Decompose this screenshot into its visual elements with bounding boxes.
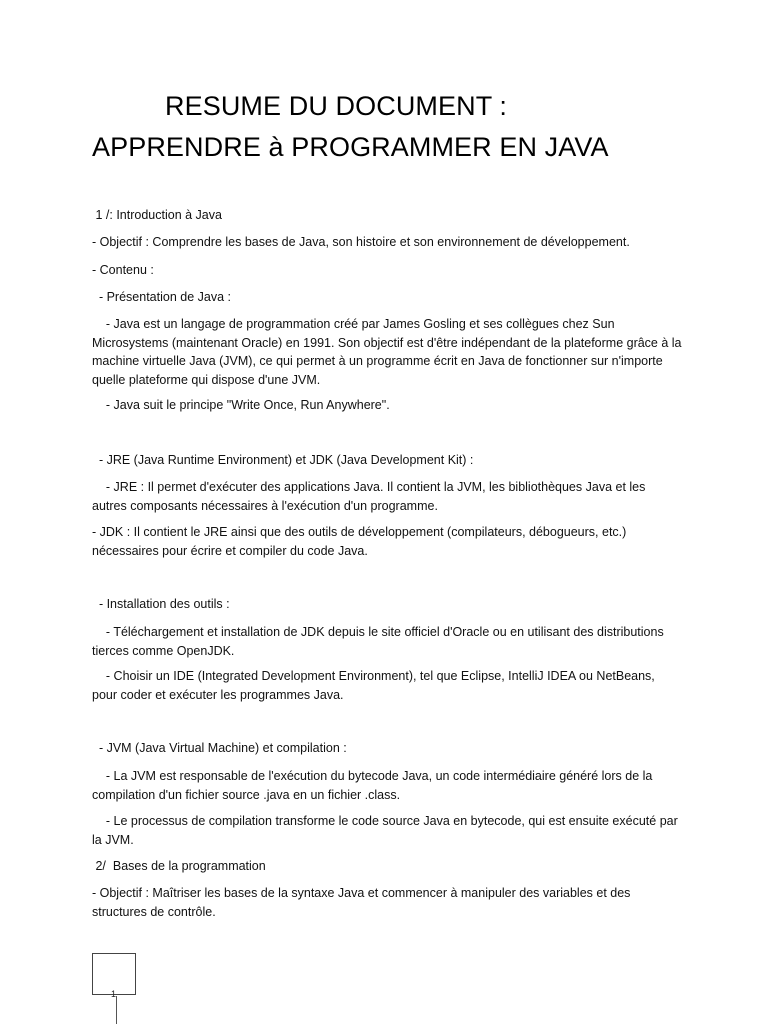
paragraph-write-once: - Java suit le principe "Write Once, Run Anywhere". bbox=[92, 398, 390, 412]
subheading-jvm-compilation: - JVM (Java Virtual Machine) et compilation : bbox=[92, 741, 347, 755]
paragraph-objective-1: - Objectif : Comprendre les bases de Java, son histoire et son environnement de développement. bbox=[92, 235, 630, 249]
paragraph-jdk-download: - Téléchargement et installation de JDK depuis le site officiel d'Oracle ou en utilisant des distributions tierces comme OpenJDK. bbox=[92, 625, 668, 658]
document-title-line-2: APPRENDRE à PROGRAMMER EN JAVA bbox=[92, 132, 609, 162]
subheading-jre-jdk: - JRE (Java Runtime Environment) et JDK (Java Development Kit) : bbox=[92, 453, 474, 467]
section-heading-introduction: 1 /: Introduction à Java bbox=[92, 208, 222, 222]
paragraph-objective-2: - Objectif : Maîtriser les bases de la syntaxe Java et commencer à manipuler des variables et des structures de contrôle. bbox=[92, 886, 634, 919]
paragraph-content-label: - Contenu : bbox=[92, 263, 154, 277]
section-heading-programming-bases: 2/ Bases de la programmation bbox=[92, 859, 266, 873]
subheading-installation: - Installation des outils : bbox=[92, 597, 230, 611]
paragraph-jvm-bytecode: - La JVM est responsable de l'exécution du bytecode Java, un code intermédiaire généré lors de la compilation d'un fichier source .java en un fichier .class. bbox=[92, 769, 656, 802]
paragraph-ide-choice: - Choisir un IDE (Integrated Development Environment), tel que Eclipse, IntelliJ IDEA ou NetBeans, pour coder et exécuter les programmes Java. bbox=[92, 669, 659, 702]
document-title-line-1: RESUME DU DOCUMENT : bbox=[165, 91, 508, 121]
page-number: 1 bbox=[111, 989, 117, 999]
paragraph-jdk: - JDK : Il contient le JRE ainsi que des outils de développement (compilateurs, débogueurs, etc.) nécessaires pour écrire et compiler du code Java. bbox=[92, 525, 630, 558]
paragraph-compilation-process: - Le processus de compilation transforme le code source Java en bytecode, qui est ensuite exécuté par la JVM. bbox=[92, 814, 682, 847]
subheading-java-presentation: - Présentation de Java : bbox=[92, 290, 231, 304]
paragraph-jre: - JRE : Il permet d'exécuter des applications Java. Il contient la JVM, les bibliothèques Java et les autres composants nécessaires à l'exécution d'un programme. bbox=[92, 480, 649, 513]
footer-rule bbox=[116, 996, 117, 1024]
paragraph-java-history: - Java est un langage de programmation créé par James Gosling et ses collègues chez Sun Microsystems (maintenant Oracle) en 1991. Son objectif est d'être indépendant de la plateforme grâce à la machine virtuelle Java (JVM), ce qui permet à un programme écrit en Java de fonctionner sur n'importe quelle plateforme qui dispose d'une JVM. bbox=[92, 317, 685, 387]
